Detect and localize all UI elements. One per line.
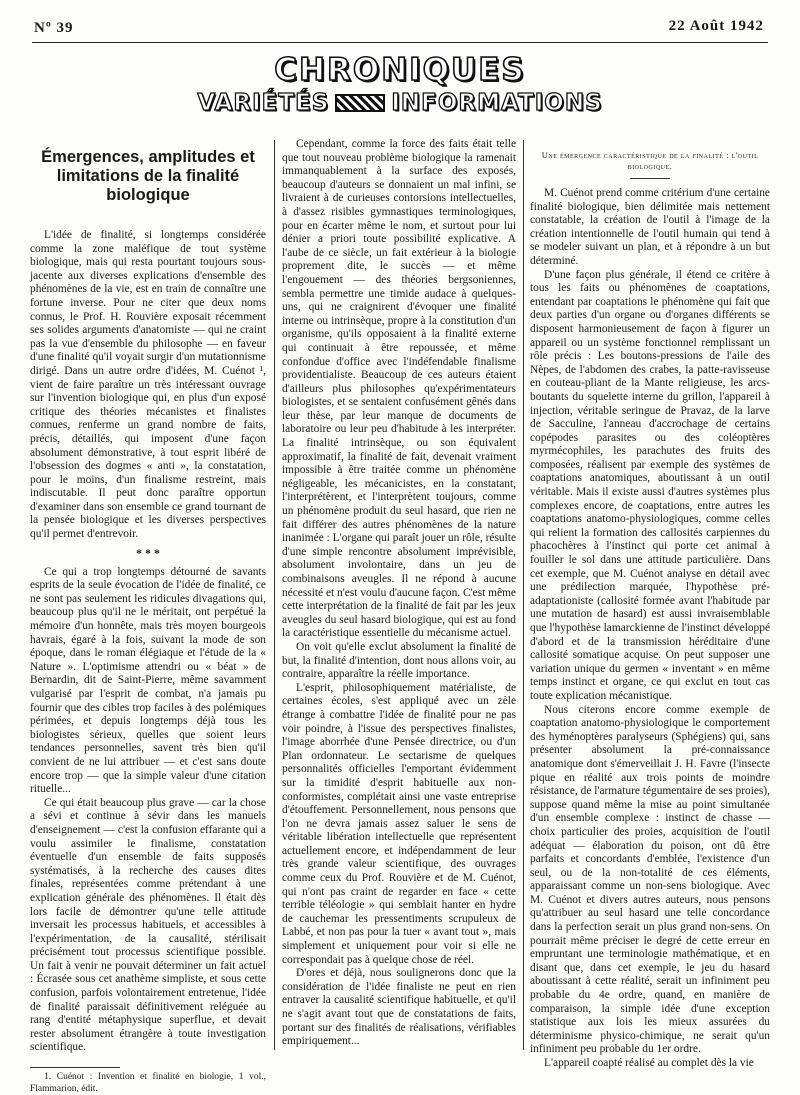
- section-separator: * * *: [136, 545, 160, 560]
- subtitle-right: INFORMATIONS: [391, 90, 603, 116]
- column-divider: [274, 140, 275, 1050]
- ornament-icon: [335, 94, 385, 112]
- footnote-rule: [30, 1067, 120, 1068]
- paragraph: L'appareil coapté réalisé au complet dès la vie: [544, 1057, 754, 1069]
- paragraph: L'esprit, philosophiquement matérialiste, de certaines écoles, s'est appliqué avec un zèle étrange à combattre l'idée de finalité pour ne pas voir poindre, à l'issue des perspectives finalistes, l'image aborrhée d'une Pensée directrice, ou d'un Plan ordonnateur. Le sectarisme de quelques personnalités officielles l'emportant évidemment sur la timidité d'esprit habituelle aux non-conformistes, complétait ainsi une vaste entreprise d'étouffement. Personnellement, nous pensons que l'on ne devra jamais assez saluer le sens de véritable libération intellectuelle que représentent actuellement encore, et indépendamment de leur très grande valeur scientifique, des ouvrages comme ceux du Prof. Rouvière et de M. Cuénot, qui n'ont pas craint de regarder en face « cette terrible téléologie » qui semblait hanter en hydre de cauchemar les pressentiments scrupuleux de Labbé, et non pas pour la tuer « avant tout », mais simplement et uniquement pour voir si elle ne correspondait pas à quelque chose de réel.: [282, 681, 516, 966]
- masthead-subtitle: [0, 90, 800, 116]
- column-3: [530, 150, 770, 1071]
- paragraph: D'ores et déjà, nous soulignerons donc que la considération de l'idée finaliste ne peut en rien entraver la causalité scientifique habituelle, et qu'il ne s'agit avant tout que de constatations de faits, portant sur des finalités de réalisations, vérifiables empiriquement...: [282, 967, 516, 1048]
- column-1: [30, 138, 266, 1095]
- paragraph: Cependant, comme la force des faits était telle que tout nouveau problème biologique la ramenait immanquablement à la surface des exposés, beaucoup d'auteurs se donnaient un mal infini, se livraient à de curieuses contorsions intellectuelles, à d'assez risibles gymnastiques terminologiques, pour en écarter même le nom, et surtout pour lui dénier a priori toute possibilité explicative. A l'aube de ce siècle, un fait extérieur à la biologie proprement dite, le succès — et même l'engouement — des théories bergsoniennes, sembla permettre une timide audace à quelques-uns, qui ne craignirent d'évoquer une finalité interne ou intrinsèque, propre à la constitution d'un organisme, qu'ils opposaient à la finalité externe qui continuait à être repoussée, et même confondue d'office avec l'indéfendable finalisme providentialiste. Beaucoup de ces auteurs étaient d'ailleurs plus philosophes qu'expérimentateurs biologistes, et se sentaient confusément gênés dans leur thèse, par leur manque de documents de laboratoire ou leur peu d'habitude à les interpréter. La finalité intrinsèque, ou son équivalent approximatif, la finalité de fait, devenait vraiment impossible à être traitée comme un phénomène négligeable, les mécanicistes, en la constatant, l'interprétèrent, et l'interprètent toujours, comme un phénomène produit du seul hasard, que rien ne fait différer des autres phénomènes de la nature inanimée : L'organe qui paraît jouer un rôle, résulte d'une simple rencontre absolument imprévisible, absolument involontaire, dans un jeu de combinaisons aveugles. Il ne répond à aucune nécessité et n'est voulu d'aucune façon. C'est même cette interprétation de la finalité de fait par les jeux aveugles du seul hasard biologique, qui est au fond la caractéristique essentielle du mécanisme actuel.: [282, 138, 516, 640]
- section-heading: Une émergence caractéristique de la finalité : l'outil biologique.: [541, 150, 759, 171]
- paragraph: L'idée de finalité, si longtemps considérée comme la zone maléfique de tout système biologique, mais qui resta pourtant toujours sous-jacente aux diverses explications d'ensemble des phénomènes de la vie, est en train de connaître une fortune inverse. Pour ne citer que deux noms connus, le Prof. H. Rouvière exposait récemment ses solides arguments d'anatomiste — qui ne craint pas la vue d'ensemble du philosophe — en faveur d'une finalité qu'il voyait surgir d'un mutationnisme dirigé. Dans un autre ordre d'idées, M. Cuénot ¹, vient de faire paraître un très intéressant ouvrage sur l'invention biologique qui, en plus d'un exposé critique des théories mécanistes et finalistes connues, renferme un grand nombre de faits, précis, détaillés, qui imposent d'une façon absolument démonstrative, à tout esprit libéré de l'obsession des dogmes « anti », la constatation, pour le moins, d'un finalisme restreint, mais indiscutable. Il peut donc paraître opportun d'examiner dans son ensemble ce grand tournant de la pensée biologique et les diverses perspectives qu'il permet d'entrevoir.: [30, 229, 266, 541]
- heading-rule: [630, 178, 670, 179]
- header-rule: [32, 42, 768, 43]
- paragraph: M. Cuénot prend comme critérium d'une certaine finalité biologique, bien délimitée mais nettement constatable, la création de l'outil à l'image de la création intentionnelle de l'outil humain qui tend à se modeler suivant un plan, et à répondre à un but déterminé.: [530, 187, 770, 267]
- subtitle-left: VARIÉTÉS: [197, 90, 330, 116]
- paragraph: Nous citerons encore comme exemple de coaptation anatomo-physiologique le comportement des hyménoptères paralyseurs (Sphégiens) qui, sans présenter absolument la pré-connaissance anatomique dont s'émerveillait J. H. Favre (l'insecte pique en réalité aux trois points de moindre résistance, de l'armature tégumentaire de ses proies), suppose quand même la mise au point simultanée d'un ensemble complexe : instinct de chasse — choix particulier des proies, acquisition de l'outil adéquat — élaboration du poison, ont dû être parfaits et concordants d'emblée, l'existence d'un seul, ou de la non-totalité de ces éléments, apparaissant comme un non-sens biologique. Avec M. Cuénot et divers autres auteurs, nous pensons qu'attribuer au seul hasard une telle concordance dans la perfection serait un plus grand non-sens. On pourrait même préciser le degré de cette erreur en empruntant une terminologie mathématique, et en disant que, dans cet exemple, le jeu du hasard aboutissant à cette réalité, serait un infiniment peu probable du 4e ordre, quand, en manière de comparaison, la simple idée d'une exception statistique aux lois les mieux assurées du déterminisme physico-chimique, ne serait qu'un infiniment peu probable du 1er ordre.: [530, 703, 770, 1056]
- paragraph: Ce qui était beaucoup plus grave — car la chose a sévi et continue à sévir dans les manuels d'enseignement — c'est la confusion effarante qui a voulu assimiler le finalisme, constatation éventuelle d'un ensemble de faits supposés systématisés, à la recherche des causes dites finales, représentées comme prétendant à une explication générale des phénomènes. Il était dès lors facile de démontrer qu'une telle attitude inversait les processus habituels, et accessibles à l'expérimentation, de la causalité, stérilisait précisément tout processus scientifique possible. Un fait à venir ne pouvait déterminer un fait actuel : Écrasée sous cet anathème simpliste, et sous cette confusion, parfois volontairement entretenue, l'idée de finalité paraissait définitivement reléguée au rang d'entité métaphysique superflue, et devait rester absolument étrangère à toute investigation scientifique.: [30, 796, 266, 1054]
- issue-date: 22 Août 1942: [668, 18, 764, 34]
- paragraph: On voit qu'elle exclut absolument la finalité de but, la finalité d'intention, dont nous allons voir, au contraire, apparaître la réelle importance.: [282, 640, 516, 681]
- masthead-title: CHRONIQUES: [274, 52, 526, 88]
- column-2: [282, 138, 516, 1049]
- column-divider: [523, 140, 524, 1050]
- paragraph: Ce qui a trop longtemps détourné de savants esprits de la seule évocation de l'idée de finalité, ce ne sont pas seulement les ridicules divagations qui, beaucoup plus qu'il ne le méritait, ont perpétué la mémoire d'un honnête, mais très moyen bourgeois havrais, égaré à la fois, suivant la mode de son époque, dans le roman élégiaque et l'étude de la « Nature ». L'optimisme attendri ou « béat » de Bernardin, dit de Saint-Pierre, même savamment vulgarisé par l'esprit de combat, n'a jamais pu fournir que des cibles trop faciles à des polémiques périmées, et depuis longtemps déjà tous les biologistes sérieux, quelles que soient leurs tendances personnelles, savent très bien qu'il convient de ne lui attribuer — et c'est sans doute encore trop — que la simple valeur d'une citation rituelle...: [30, 565, 266, 796]
- article-heading: Émergences, amplitudes et limitations de la finalité biologique: [41, 148, 255, 204]
- issue-number: Nº 39: [34, 20, 74, 36]
- paragraph: D'une façon plus générale, il étend ce critère à tous les faits ou phénomènes de coaptations, entendant par coaptations le phénomène qui fait que deux parties d'un organe ou d'organes différents se disposent harmonieusement de façon à figurer un appareil ou un système fonctionnel remplissant un rôle précis : Les boutons-pressions de l'aile des Nèpes, de l'abdomen des crabes, la patte-ravisseuse en couteau-pliant de la Mante religieuse, les arcs-boutants du squelette interne du grillon, l'appareil à injection, véritable seringue de Pravaz, de la larve de Sacculine, l'anneau d'accrochage de certains copépodes parasites ou des coléoptères myrmécophiles, les parachutes des fruits des composées, réalisent par exemple des systèmes de coaptations anatomiques, aboutissant à un outil véritable. Mais il existe aussi d'autres systèmes plus complexes encore, de coaptations, entre autres les coaptations anatomo-physiologiques, comme celles qui relient la formation des callosités carpiennes du phacochères à l'instinct qui porte cet animal à fouiller le sol dans une attitude particulière. Dans cet exemple, que M. Cuénot analyse en détail avec une prédilection marquée, l'hypothèse pré-adaptationiste (callosité formée avant l'habitude par une mutation de hasard) est aussi invraisemblable que l'hypothèse lamarckienne de l'instinct développé d'abord et de la transmission héréditaire d'une callosité somatique acquise. On peut supposer une variation unique du germen « inventant » en même temps instinct et organe, ce qui exclut en tout cas toute explication mécanistique.: [530, 268, 770, 702]
- footnote: 1. Cuénot : Invention et finalité en biologie, 1 vol., Flammarion, édit.: [30, 1072, 266, 1094]
